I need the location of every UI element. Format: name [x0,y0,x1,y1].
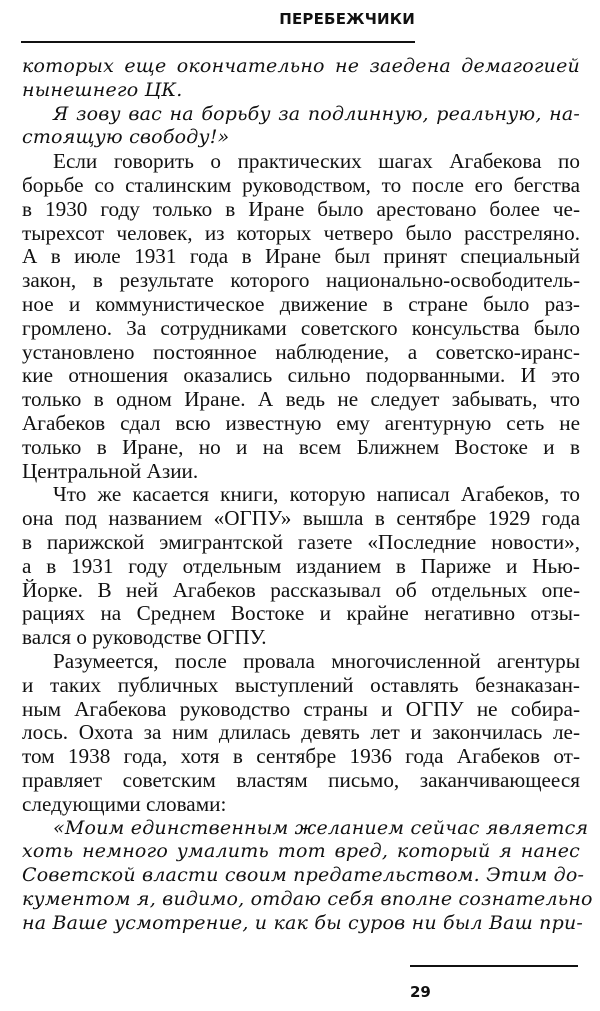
text-line: Разумеется, после провала многочисленной агентуры [53,648,580,673]
text-line: в 1930 году только в Иране было арестовано более че- [22,196,580,221]
text-line: Что же касается книги, которую написал Агабеков, то [53,482,580,507]
text-line: том 1938 года, хотя в сентябре 1936 года Агабеков от- [22,744,580,769]
footer-rule [410,965,578,967]
text-line: А в июле 1931 года в Иране был принят специальный [22,244,580,269]
text-line: борьбе со сталинским руководством, то после его бегства [22,172,580,197]
text-line: Йорке. В ней Агабеков рассказывал об отдельных опе- [22,577,580,602]
text-line: установлено постоянное наблюдение, а советско-иранс- [22,339,580,364]
text-line: а в 1931 году отдельным изданием в Париже и Нью- [22,553,580,578]
text-line: и таких публичных выступлений оставлять безнаказан- [22,672,580,697]
text-line: только в одном Иране. А ведь не следует забывать, что [22,387,580,412]
text-line: в парижской эмигрантской газете «Последние новости», [22,529,580,554]
body-text [22,55,593,935]
text-line: закон, в результате которого национально-освободитель- [22,268,580,293]
page-number: 29 [410,983,431,1001]
quoted-text-line: на Ваше усмотрение, и как бы суров ни был Ваш при- [22,911,583,934]
text-line: следующими словами: [22,791,227,816]
running-head-title: ПЕРЕБЕЖЧИКИ [279,10,415,28]
text-line: она под названием «ОГПУ» вышла в сентябре 1929 года [22,506,580,531]
text-line: Агабеков сдал всю известную ему агентурную сеть не [22,410,580,435]
quoted-text-line: стоящую свободу!» [22,126,230,149]
quoted-text-line: кументом я, видимо, отдаю себя вполне сознательно [22,887,593,910]
quoted-text-line: Советской власти своим предательством. Этим до- [22,864,585,887]
text-line: правляет советским властям письмо, заканчивающееся [22,767,580,792]
quoted-text-line: Я зову вас на борьбу за подлинную, реальную, на- [53,102,580,125]
text-line: вался о руководстве ОГПУ. [22,625,267,650]
text-line: Центральной Азии. [22,458,199,483]
text-line: лось. Охота за ним длилась девять лет и закончилась ле- [22,720,580,745]
header-rule [21,41,415,43]
text-line: тырехсот человек, из которых четверо было расстреляно. [22,220,580,245]
quoted-text-line: «Моим единственным желанием сейчас является [53,816,589,839]
text-line: ное и коммунистическое движение в стране было раз- [22,291,580,316]
text-line: громлено. За сотрудниками советского консульства было [22,315,580,340]
text-line: ным Агабекова руководство страны и ОГПУ не собира- [22,696,580,721]
text-line: Если говорить о практических шагах Агабекова по [53,149,580,174]
text-line: кие отношения оказались сильно подорванными. И это [22,363,580,388]
quoted-text-line: нынешнего ЦК. [22,78,183,101]
text-line: рациях на Среднем Востоке и крайне негативно отзы- [22,601,580,626]
quoted-text-line: которых еще окончательно не заедена демагогией [22,55,580,77]
quoted-text-line: хоть немного умалить тот вред, который я нанес [22,840,580,863]
text-line: только в Иране, но и на всем Ближнем Востоке и в [22,434,580,459]
